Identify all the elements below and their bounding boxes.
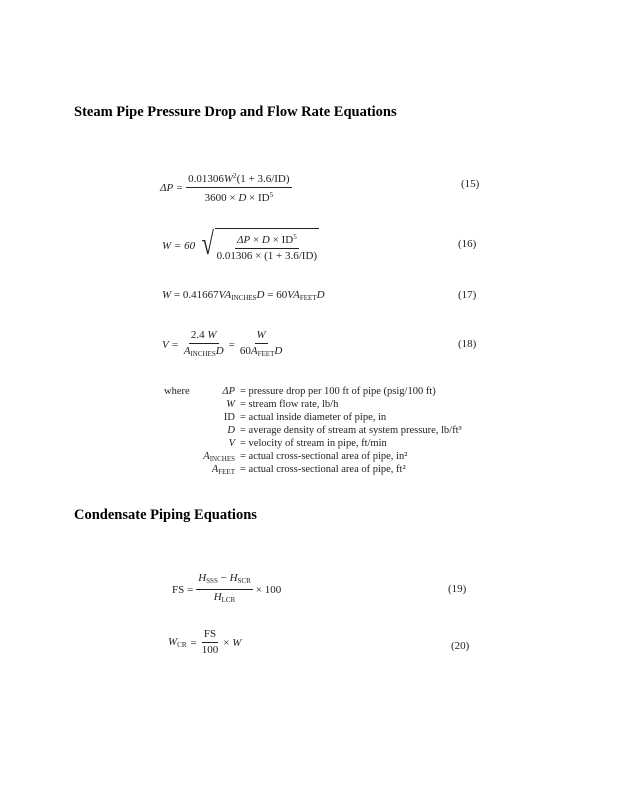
equation-15-number: (15) [461, 178, 480, 190]
equation-19-number: (19) [448, 583, 467, 595]
equation-15 [160, 170, 295, 205]
section-heading-condensate: Condensate Piping Equations [74, 507, 257, 523]
equation-17-number: (17) [458, 289, 477, 301]
equation-16-number: (16) [458, 238, 477, 250]
section-heading-steam: Steam Pipe Pressure Drop and Flow Rate Equations [74, 104, 397, 120]
equation-20: $W_{CR}$ = $\frac{FS}{100}$ × W [168, 628, 242, 656]
equation-18-number: (18) [458, 338, 477, 350]
equation-16: W = 60 √ $\frac{\Delta P \times D \times ID^5}{0.01306 \times (1 + 3.6/ID)}$ [162, 225, 318, 262]
equation-17: $W = 0.41667VA_{INCHES}D = 60VA_{FEET}D$ [162, 289, 325, 302]
equation-18: V = $\frac{2.4 W}{A_{INCHES}D}$ = $\frac{W}{60A_{FEET}D}$ [162, 329, 283, 358]
definitions-list: ΔP = pressure drop per 100 ft of pipe (psig/100 ft) W = stream flow rate, lb/h ID = actual inside diameter of pipe, in D = average density of stream at system pressure, lb/ft³ V = velocity of stream in pipe, ft/min $A_{INCHES}$ = actual cross-sectional area of pipe, in² $A_{FEET}$ = actual cross-sectional area of pipe, ft² [203, 386, 462, 476]
eq15-fraction: $\frac{0.01306W^2(1 + 3.6/ID)}{3600 \times D \times ID^5}$ [188, 172, 290, 204]
eq15-lhs: ΔP = [160, 181, 184, 194]
where-label: where [164, 386, 190, 397]
equation-20-number: (20) [451, 640, 470, 652]
equation-19: FS = $\frac{H_{SSS} - H_{SCR}}{H_{LCR}}$ × 100 [172, 572, 282, 604]
eq16-radical: √ $\frac{\Delta P \times D \times ID^5}{0.01306 \times (1 + 3.6/ID)}$ [201, 225, 318, 262]
